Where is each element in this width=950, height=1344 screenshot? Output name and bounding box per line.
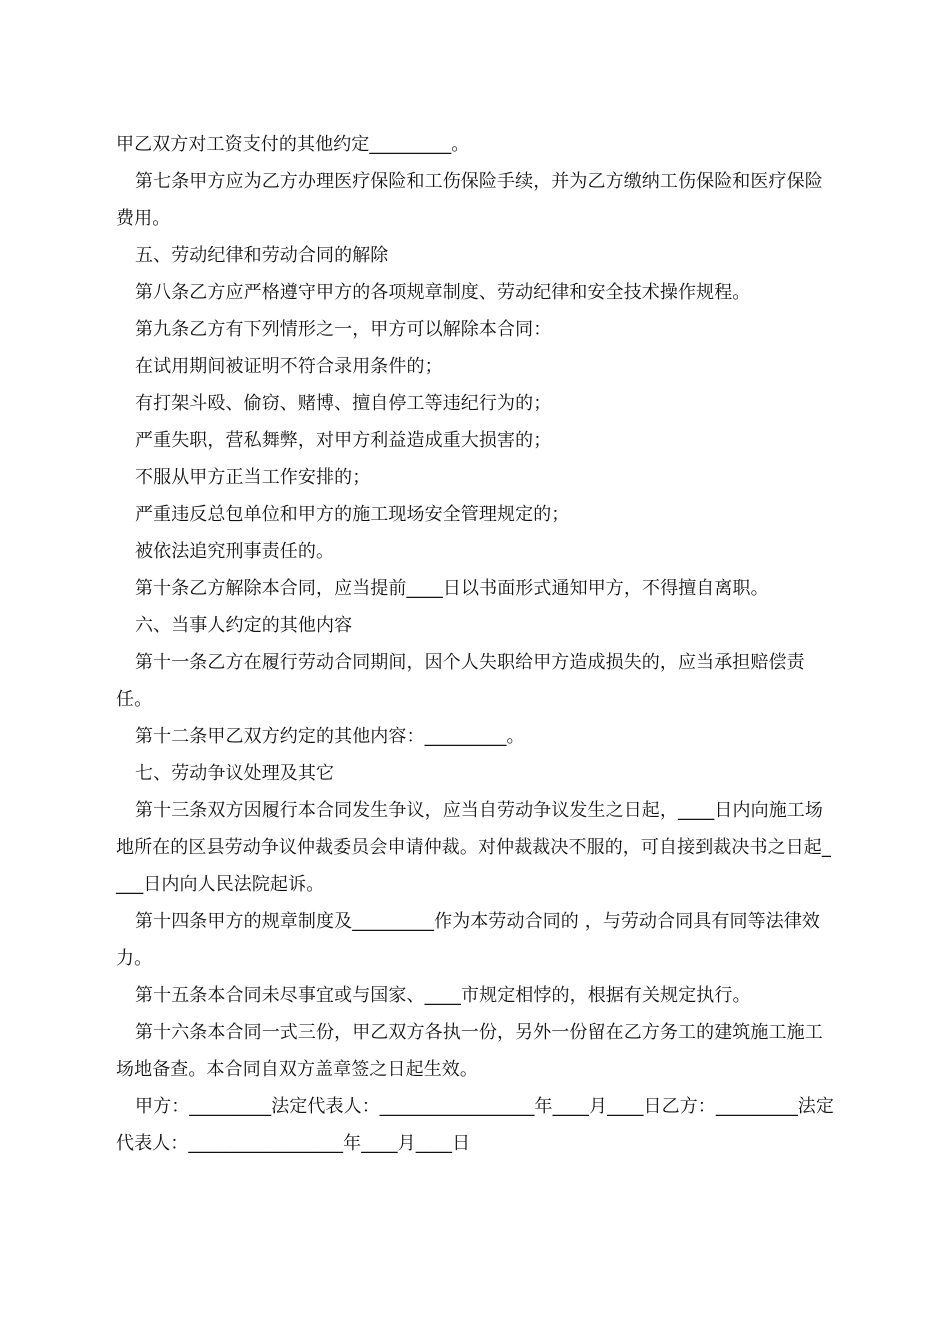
section-heading: 六、当事人约定的其他内容	[135, 615, 353, 636]
article-12-paragraph: 第十二条甲乙双方约定的其他内容：_________。	[135, 726, 525, 747]
paragraph: 甲乙双方对工资支付的其他约定_________。	[116, 134, 470, 155]
article-14-paragraph: 第十四条甲方的规章制度及_________作为本劳动合同的 ，与劳动合同具有同等法律效力。	[116, 911, 821, 969]
article-7-paragraph: 第七条甲方应为乙方办理医疗保险和工伤保险手续，并为乙方缴纳工伤保险和医疗保险费用。	[116, 171, 823, 229]
contract-body	[116, 126, 838, 1162]
article-11-paragraph: 第十一条乙方在履行劳动合同期间，因个人失职给甲方造成损失的，应当承担赔偿责任。	[116, 652, 805, 710]
section-heading: 七、劳动争议处理及其它	[135, 763, 335, 784]
list-item: 严重失职，营私舞弊，对甲方利益造成重大损害的；	[135, 430, 552, 451]
list-item: 严重违反总包单位和甲方的施工现场安全管理规定的；	[135, 504, 570, 525]
article-15-paragraph: 第十五条本合同未尽事宜或与国家、____市规定相悖的，根据有关规定执行。	[135, 985, 751, 1006]
section-heading: 五、劳动纪律和劳动合同的解除	[135, 245, 389, 266]
article-16-paragraph: 第十六条本合同一式三份，甲乙双方各执一份，另外一份留在乙方务工的建筑施工施工场地备查。本合同自双方盖章签之日起生效。	[116, 1022, 823, 1080]
article-13-paragraph: 第十三条双方因履行本合同发生争议，应当自劳动争议发生之日起，____日内向施工场地所在的区县劳动争议仲裁委员会申请仲裁。对仲裁裁决不服的，可自接到裁决书之日起____日内向人民法院起诉。	[116, 800, 831, 895]
article-10-paragraph: 第十条乙方解除本合同，应当提前____日以书面形式通知甲方，不得擅自离职。	[135, 578, 769, 599]
list-item: 被依法追究刑事责任的。	[135, 541, 335, 562]
list-item: 在试用期间被证明不符合录用条件的；	[135, 356, 443, 377]
list-item: 不服从甲方正当工作安排的；	[135, 467, 371, 488]
article-8-paragraph: 第八条乙方应严格遵守甲方的各项规章制度、劳动纪律和安全技术操作规程。	[135, 282, 751, 303]
list-item: 有打架斗殴、偷窃、赌博、擅自停工等违纪行为的；	[135, 393, 552, 414]
article-9-paragraph: 第九条乙方有下列情形之一，甲方可以解除本合同：	[135, 319, 552, 340]
signature-block: 甲方：_________法定代表人：_________________年____月____日乙方：_________法定代表人：_________________年____月____日	[116, 1096, 834, 1154]
